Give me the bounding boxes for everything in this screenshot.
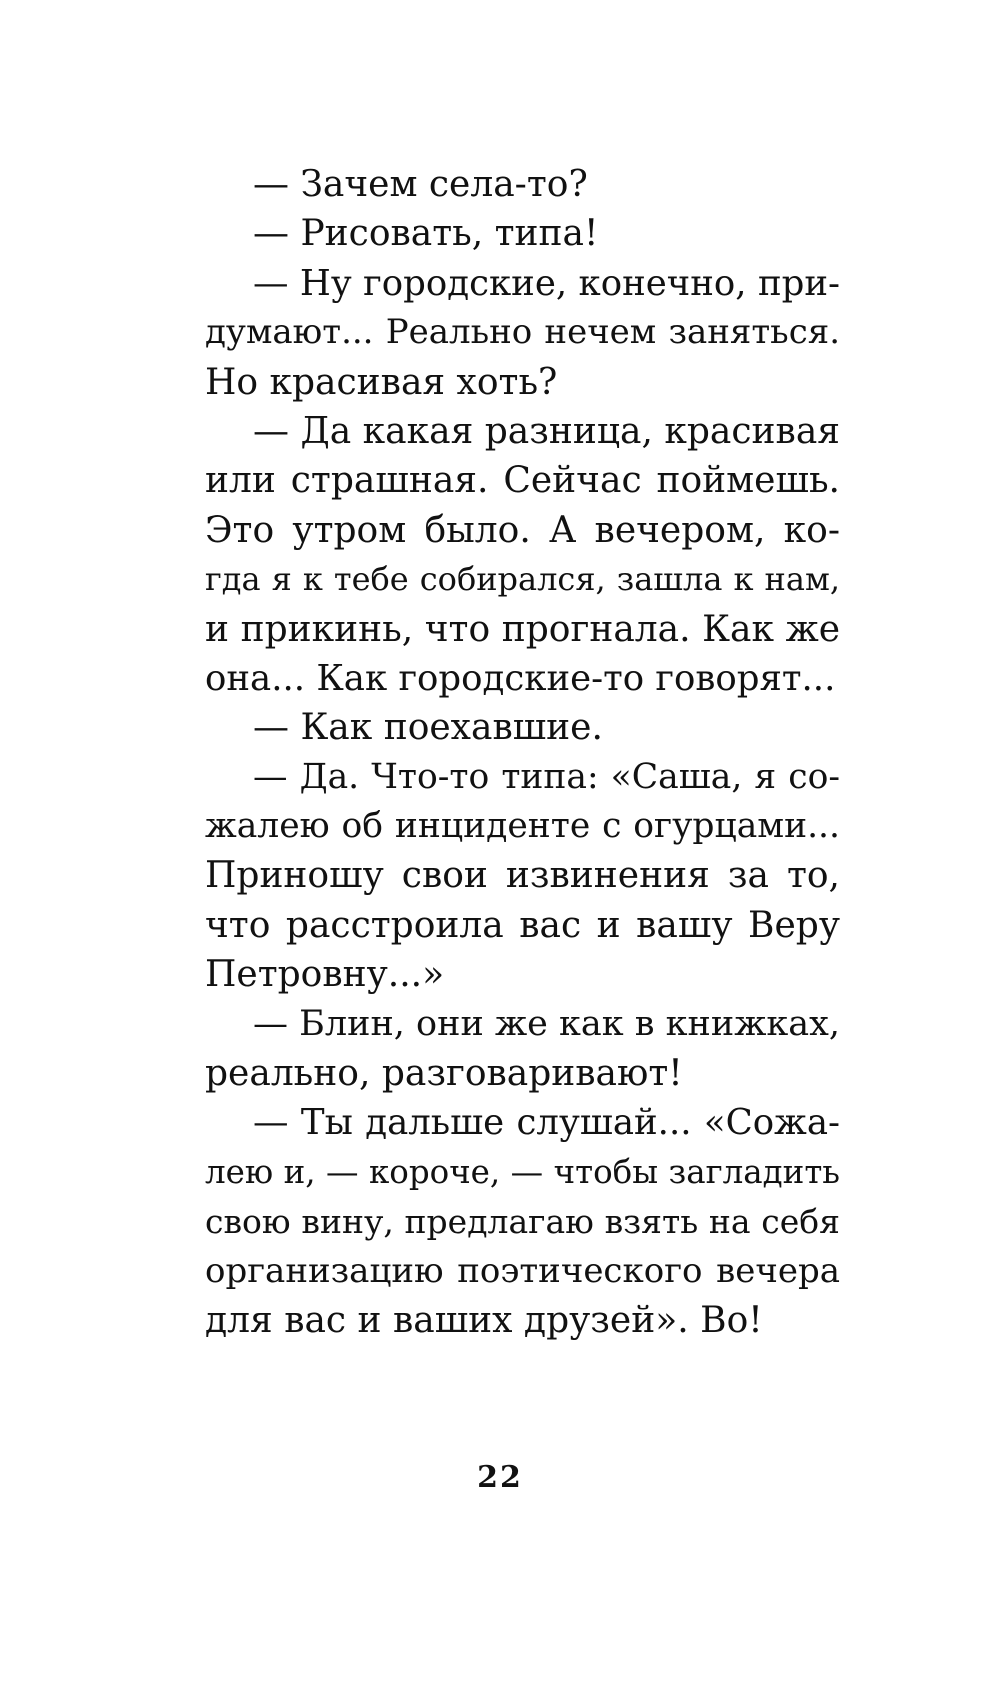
text-line: гда я к тебе собирался, зашла к нам, <box>205 560 840 599</box>
page-number: 22 <box>477 1460 523 1495</box>
text-line: — Рисовать, типа! <box>253 213 599 255</box>
text-line: свою вину, предлагаю взять на себя <box>205 1202 840 1242</box>
page-text <box>205 160 840 1345</box>
text-line: лею и, — короче, — чтобы загладить <box>205 1152 840 1191</box>
text-line: или страшная. Сейчас поймешь. <box>205 460 840 502</box>
text-line: — Блин, они же как в книжках, <box>253 1003 840 1044</box>
text-line: думают... Реально нечем заняться. <box>205 312 840 353</box>
text-line: реально, разговаривают! <box>205 1053 683 1095</box>
text-line: она... Как городские-то говорят... <box>205 657 836 699</box>
text-line: — Да какая разница, красивая <box>253 410 840 452</box>
text-line: Петровну...» <box>205 954 445 996</box>
text-line: — Ты дальше слушай... «Сожа- <box>253 1102 840 1144</box>
text-line: — Да. Что-то типа: «Саша, я со- <box>253 756 840 797</box>
text-line: что расстроила вас и вашу Веру <box>205 904 840 946</box>
text-line: Это утром было. А вечером, ко- <box>205 509 840 551</box>
text-line: — Зачем села-то? <box>253 164 588 205</box>
text-line: Приношу свои извинения за то, <box>205 855 840 897</box>
text-line: организацию поэтического вечера <box>205 1250 840 1291</box>
text-line: — Как поехавшие. <box>253 707 603 749</box>
text-line: жалею об инциденте с огурцами... <box>205 806 840 847</box>
text-line: для вас и ваших друзей». Во! <box>205 1299 763 1341</box>
text-line: Но красивая хоть? <box>205 361 558 403</box>
text-line: и прикинь, что прогнала. Как же <box>205 608 840 650</box>
text-line: — Ну городские, конечно, при- <box>253 262 840 304</box>
